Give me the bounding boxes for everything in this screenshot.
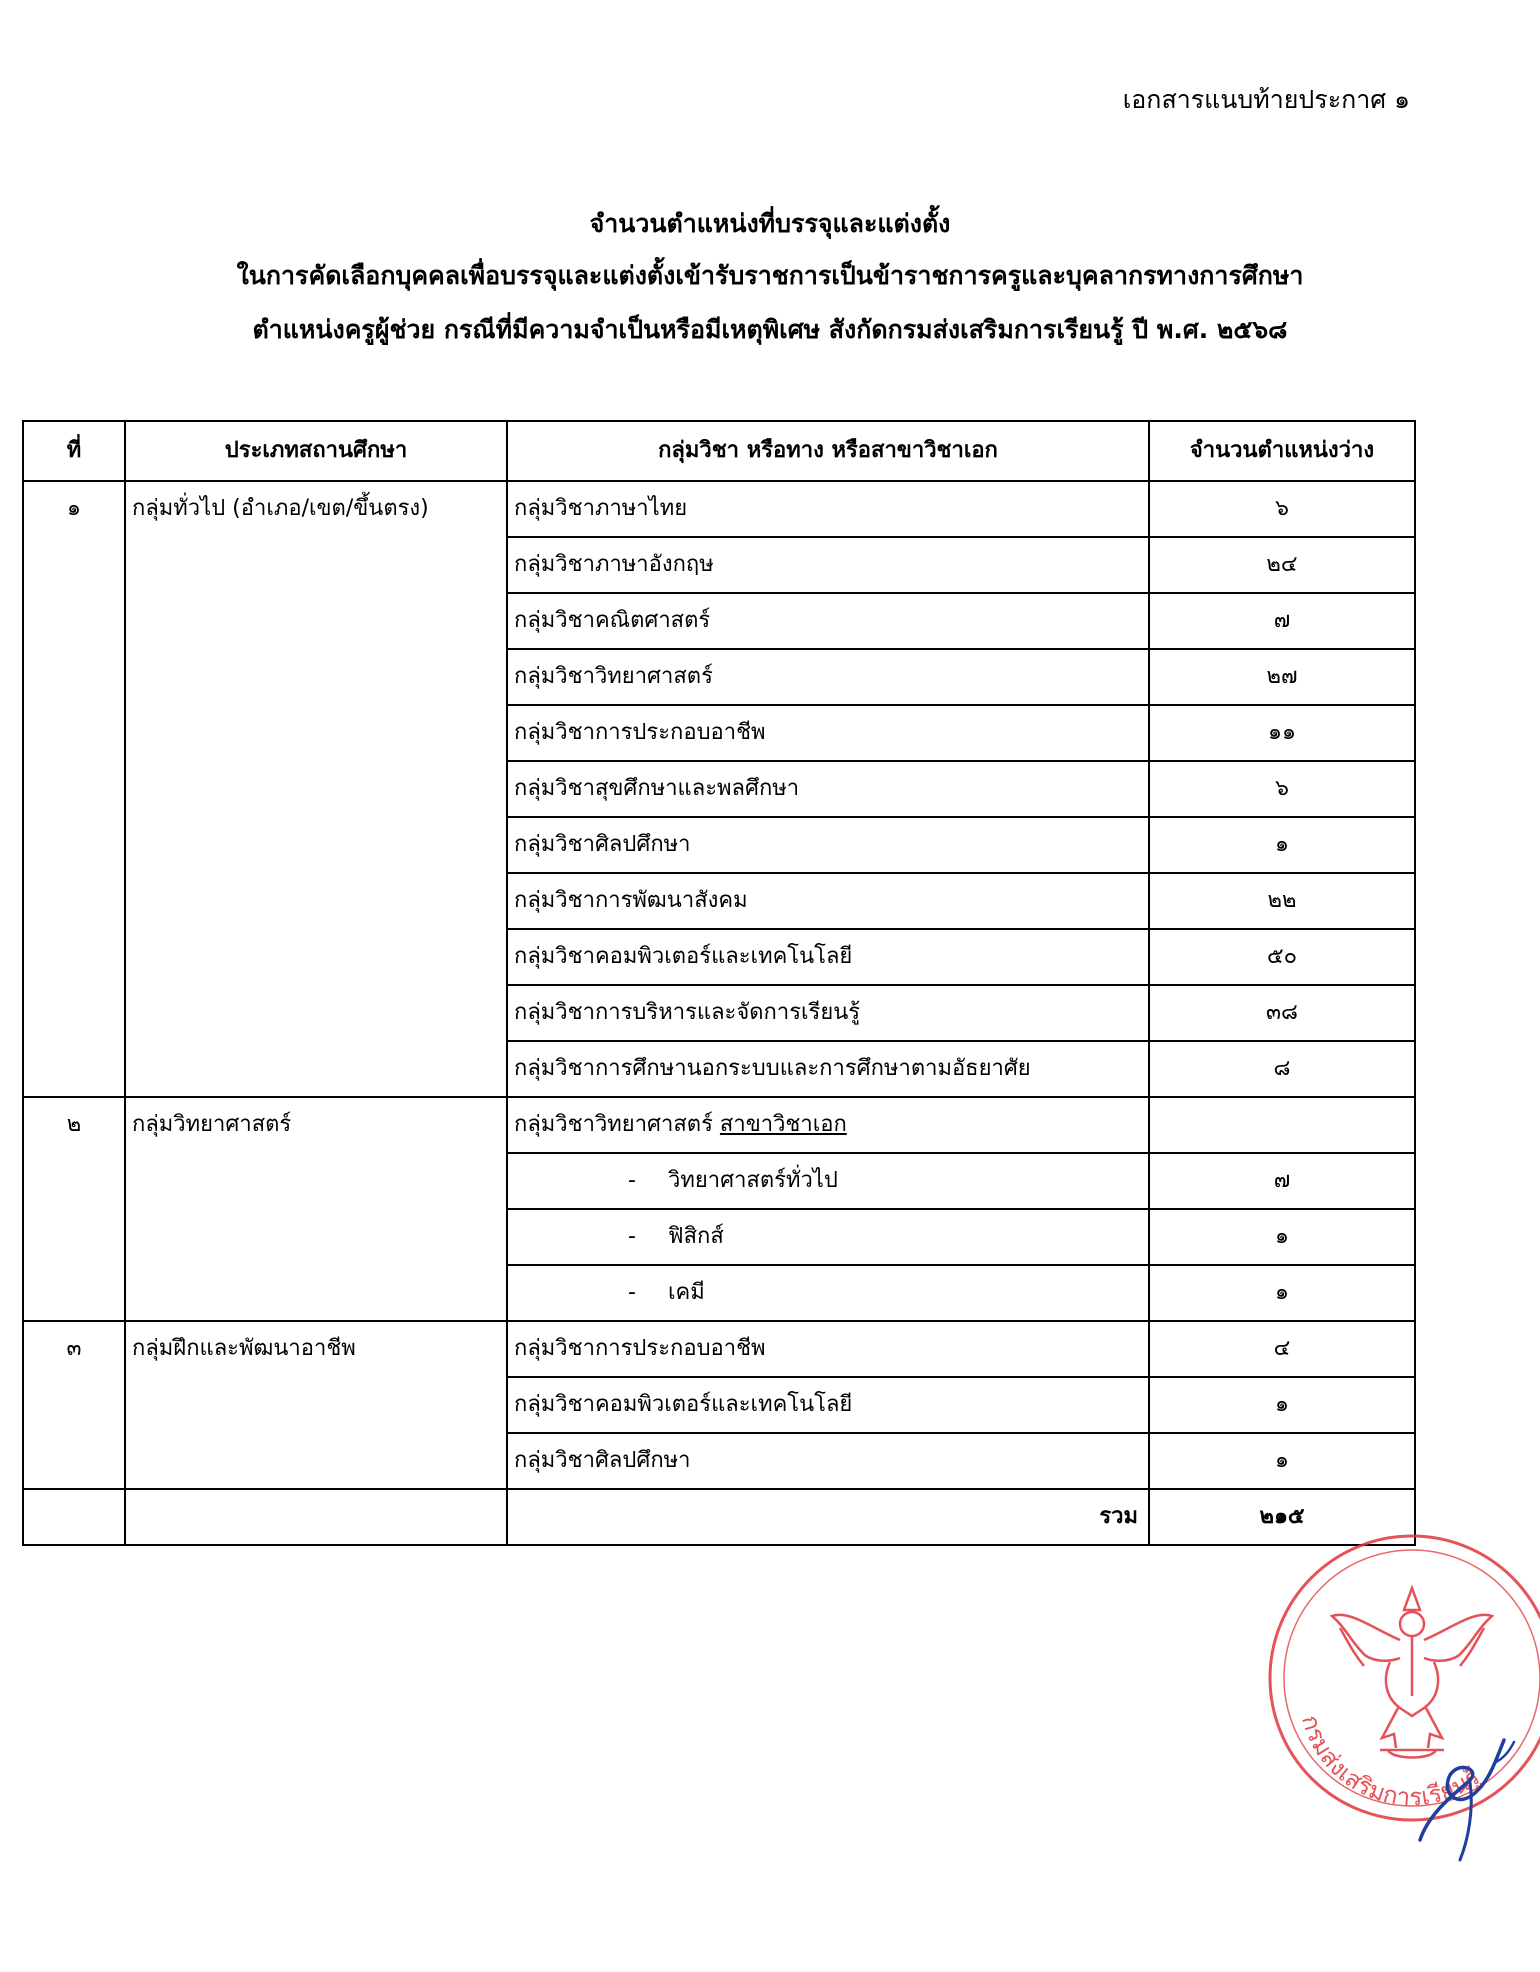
group-no: ๒ [23,1097,125,1321]
subject-cell: กลุ่มวิชาศิลปศึกษา [507,817,1149,873]
count-cell: ๒๔ [1149,537,1415,593]
subject-cell: กลุ่มวิชาการประกอบอาชีพ [507,1321,1149,1377]
count-cell: ๑ [1149,1209,1415,1265]
subject-text: วิทยาศาสตร์ทั่วไป [668,1168,838,1194]
attachment-label: เอกสารแนบท้ายประกาศ ๑ [1122,85,1410,114]
count-cell: ๒๗ [1149,649,1415,705]
subject-cell: กลุ่มวิชาคณิตศาสตร์ [507,593,1149,649]
group-type: กลุ่มฝึกและพัฒนาอาชีพ [125,1321,507,1489]
count-cell: ๘ [1149,1041,1415,1097]
subject-cell: กลุ่มวิชาคอมพิวเตอร์และเทคโนโลยี [507,929,1149,985]
count-cell: ๔ [1149,1321,1415,1377]
subject-cell: กลุ่มวิชาการบริหารและจัดการเรียนรู้ [507,985,1149,1041]
title-line-3: ตำแหน่งครูผู้ช่วย กรณีที่มีความจำเป็นหรือมีเหตุพิเศษ สังกัดกรมส่งเสริมการเรียนรู้ ปี พ.ศ. ๒๕๖๘ [252,315,1288,344]
subject-cell: กลุ่มวิชาสุขศึกษาและพลศึกษา [507,761,1149,817]
subject-cell: กลุ่มวิชาคอมพิวเตอร์และเทคโนโลยี [507,1377,1149,1433]
subject-cell: กลุ่มวิชาภาษาอังกฤษ [507,537,1149,593]
subject-text: ฟิสิกส์ [668,1224,724,1250]
count-cell: ๑ [1149,1377,1415,1433]
count-cell: ๖ [1149,761,1415,817]
subject-cell: กลุ่มวิชาการประกอบอาชีพ [507,705,1149,761]
count-cell: ๑ [1149,1265,1415,1321]
dash: - [628,1168,636,1194]
count-cell-empty [1149,1097,1415,1153]
count-cell: ๖ [1149,481,1415,537]
count-cell: ๕๐ [1149,929,1415,985]
count-cell: ๗ [1149,1153,1415,1209]
subject-header-text: กลุ่มวิชาวิทยาศาสตร์ [514,1112,713,1138]
subject-text: เคมี [668,1280,705,1306]
dash: - [628,1224,636,1250]
group-no: ๑ [23,481,125,1097]
subject-cell: กลุ่มวิชาภาษาไทย [507,481,1149,537]
col-header-subject: กลุ่มวิชา หรือทาง หรือสาขาวิชาเอก [507,421,1149,481]
col-header-type: ประเภทสถานศึกษา [125,421,507,481]
subject-cell [507,1209,1149,1265]
major-underlined: สาขาวิชาเอก [719,1112,847,1138]
table-row [23,1097,1415,1153]
total-value: ๒๑๕ [1149,1489,1415,1545]
seal-text: กรมส่งเสริมการเรียนรู้ [1296,1711,1486,1812]
subject-cell: กลุ่มวิชาการพัฒนาสังคม [507,873,1149,929]
total-empty-no [23,1489,125,1545]
table-header-row [23,421,1415,481]
count-cell: ๓๘ [1149,985,1415,1041]
group-type: กลุ่มทั่วไป (อำเภอ/เขต/ขึ้นตรง) [125,481,507,1097]
dash: - [628,1280,636,1306]
title-line-2: ในการคัดเลือกบุคคลเพื่อบรรจุและแต่งตั้งเข้ารับราชการเป็นข้าราชการครูและบุคลากรทางการศึกษา [236,261,1304,290]
group-type: กลุ่มวิทยาศาสตร์ [125,1097,507,1321]
positions-table [22,420,1416,1546]
subject-cell [507,1265,1149,1321]
subject-header-cell [507,1097,1149,1153]
col-header-no: ที่ [23,421,125,481]
count-cell: ๑ [1149,817,1415,873]
title-line-1: จำนวนตำแหน่งที่บรรจุและแต่งตั้ง [589,209,951,238]
count-cell: ๗ [1149,593,1415,649]
subject-cell: กลุ่มวิชาวิทยาศาสตร์ [507,649,1149,705]
subject-cell: กลุ่มวิชาศิลปศึกษา [507,1433,1149,1489]
count-cell: ๒๒ [1149,873,1415,929]
subject-cell: กลุ่มวิชาการศึกษานอกระบบและการศึกษาตามอัธยาศัย [507,1041,1149,1097]
total-empty-type [125,1489,507,1545]
col-header-count: จำนวนตำแหน่งว่าง [1149,421,1415,481]
group-no: ๓ [23,1321,125,1489]
count-cell: ๑ [1149,1433,1415,1489]
count-cell: ๑๑ [1149,705,1415,761]
signature [1400,1720,1520,1870]
total-row [23,1489,1415,1545]
total-label: รวม [507,1489,1149,1545]
table-row [23,481,1415,537]
subject-cell [507,1153,1149,1209]
table-row [23,1321,1415,1377]
